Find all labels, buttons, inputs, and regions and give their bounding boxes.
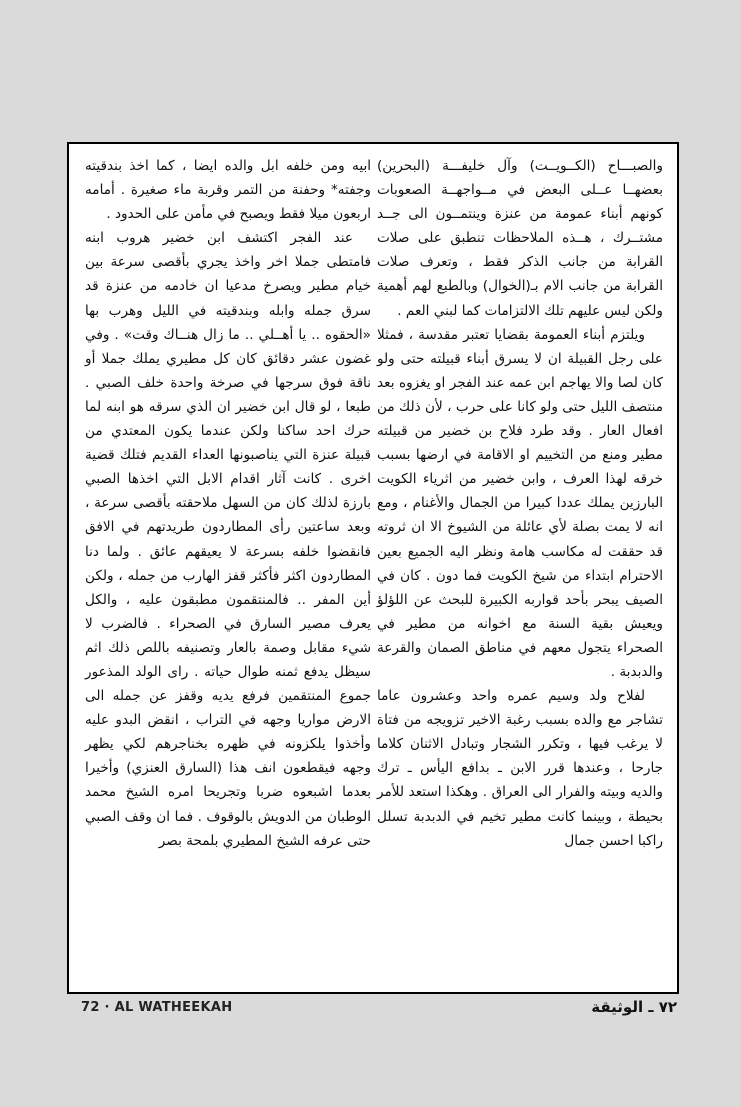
paragraph: ويلتزم أبناء العمومة بقضايا تعتبر مقدسة ، فمثلا على رجل القبيلة ان لا يسرق أبناء قبيلته حتى ولو كان لصا والا يهاجم ابن عمه عند الفجر او يغزوه بعد منتصف الليل حتى ولو كانا على حرب ، لأن ذلك من افعال العار . وقد طرد فلاح بن خضير من قبيلته مطير ومنع من التخييم او الاقامة في ارضها بسبب خرقه لهذا العرف ، وابن خضير من اثرياء الكويت البارزين يملك عددا كبيرا من الجمال والأغنام ، ومع انه لا يمت بصلة لأي عائلة من الشيوخ الا ان ثروته قد حققت له مكاسب هامة ونظر اليه الجميع بعين الاحترام ابتداء من شيخ الكويت فما دون . كان في الصيف يبحر بأحد قواربه الكبيرة للبحث عن اللؤلؤ ويعيش بقية السنة مع اخوانه من مطير في الصحراء يتجول معهم في مناطق الصمان والقرعة والدبدبة . [377, 326, 663, 680]
footer-page-label-arabic: ٧٢ ـ الوثيقة [591, 998, 677, 1016]
article-column-left [85, 154, 371, 853]
article-frame [67, 142, 679, 994]
page-footer [67, 998, 679, 1022]
paragraph: لفلاح ولد وسيم عمره واحد وعشرون عاما تشاجر مع والده بسبب رغبة الاخير تزويجه من فتاة لا يرغب فيها ، وتكرر الشجار وتبادل الاثنان كلاما جارحا ، وعندها قرر الابن ـ بدافع اليأس ـ ترك والديه وبيته والفرار الى العراق . وهكذا استعد للأمر بحيطة ، وبينما كانت مطير تخيم في الدبدبة تسلل راكبا احسن جمال [377, 688, 663, 849]
footer-page-label-latin: 72 · AL WATHEEKAH [81, 1000, 233, 1015]
paragraph: ابيه ومن خلفه ابل والده ايضا ، كما اخذ بندقيته وجفته* وحفنة من التمر وقربة ماء صغيرة . أمامه اربعون ميلا فقط ويصبح في مأمن على الحدود . [85, 158, 371, 223]
paragraph: عند الفجر اكتشف ابن خضير هروب ابنه فامتطى جملا اخر واخذ يجري بأقصى سرعة بين خيام مطير ويصرخ مدعيا ان خادمه من عنزة قد سرق جمله وابله وبندقيته في الليل وهرب بها «الحقوه .. يا أهــلي .. ما زال هنــاك وقت» . وفي غضون عشر دقائق كان كل مطيري يملك جملا أو ناقة فوق سرجها في صرخة واحدة خلف الصبي . طبعا ، لو قال ابن خضير ان الذي سرقه هو ابنه لما حرك احد ساكنا ولكن عندما يكون المعتدي من قبيلة عنزة التي يناصبونها العداء القديم فتلك قضية اخرى . كانت آثار اقدام الابل التي اخذها الصبي بارزة لذلك كان من السهل ملاحقته بأقصى سرعة ، وبعد ساعتين رأى المطاردون طريدتهم في الافق فانقضوا خلفه بسرعة لا يعيقهم عائق . ولما دنا المطاردون اكثر فأكثر قفز الهارب من جمله ، ولكن أين المفر .. فالمنتقمون مطبقون عليه ، والكل يعرف مصير السارق في الصحراء . فالضرب لا شيء مقابل وصمة بالعار وتصنيفه باللص ذلك اثم سيظل يدفع ثمنه طوال حياته . راى الولد المذعور جموع المنتقمين فرفع يديه وقفز عن جمله الى الارض مواريا وجهه في التراب ، انقض البدو عليه وأخذوا يلكزونه في ظهره بخناجرهم لكي يظهر وجهه فيقطعون انف هذا (السارق العنزي) وأخيرا بعدما اشبعوه ضربا وتجريحا امره الشيخ محمد الوطبان من الدويش بالوقوف . فما ان وقف الصبي حتى عرفه الشيخ المطيري بلمحة بصر [85, 230, 371, 849]
paragraph: والصبـــاح (الكــويــت) وآل خليفـــة (البحرين) بعضهــا عــلى البعض في مــواجهــة الصعوبات كونهم أبناء عمومة من عنزة وينتمــون الى جــد مشتــرك ، هــذه الملاحظات تنطبق على صلات القرابة من جانب الذكر فقط ، وتعرف صلات القرابة من جانب الام بـ(الخوال) وبالطبع لهم أهمية ولكن ليس عليهم تلك الالتزامات كما لبني العم . [377, 158, 663, 319]
article-column-right [377, 154, 663, 853]
